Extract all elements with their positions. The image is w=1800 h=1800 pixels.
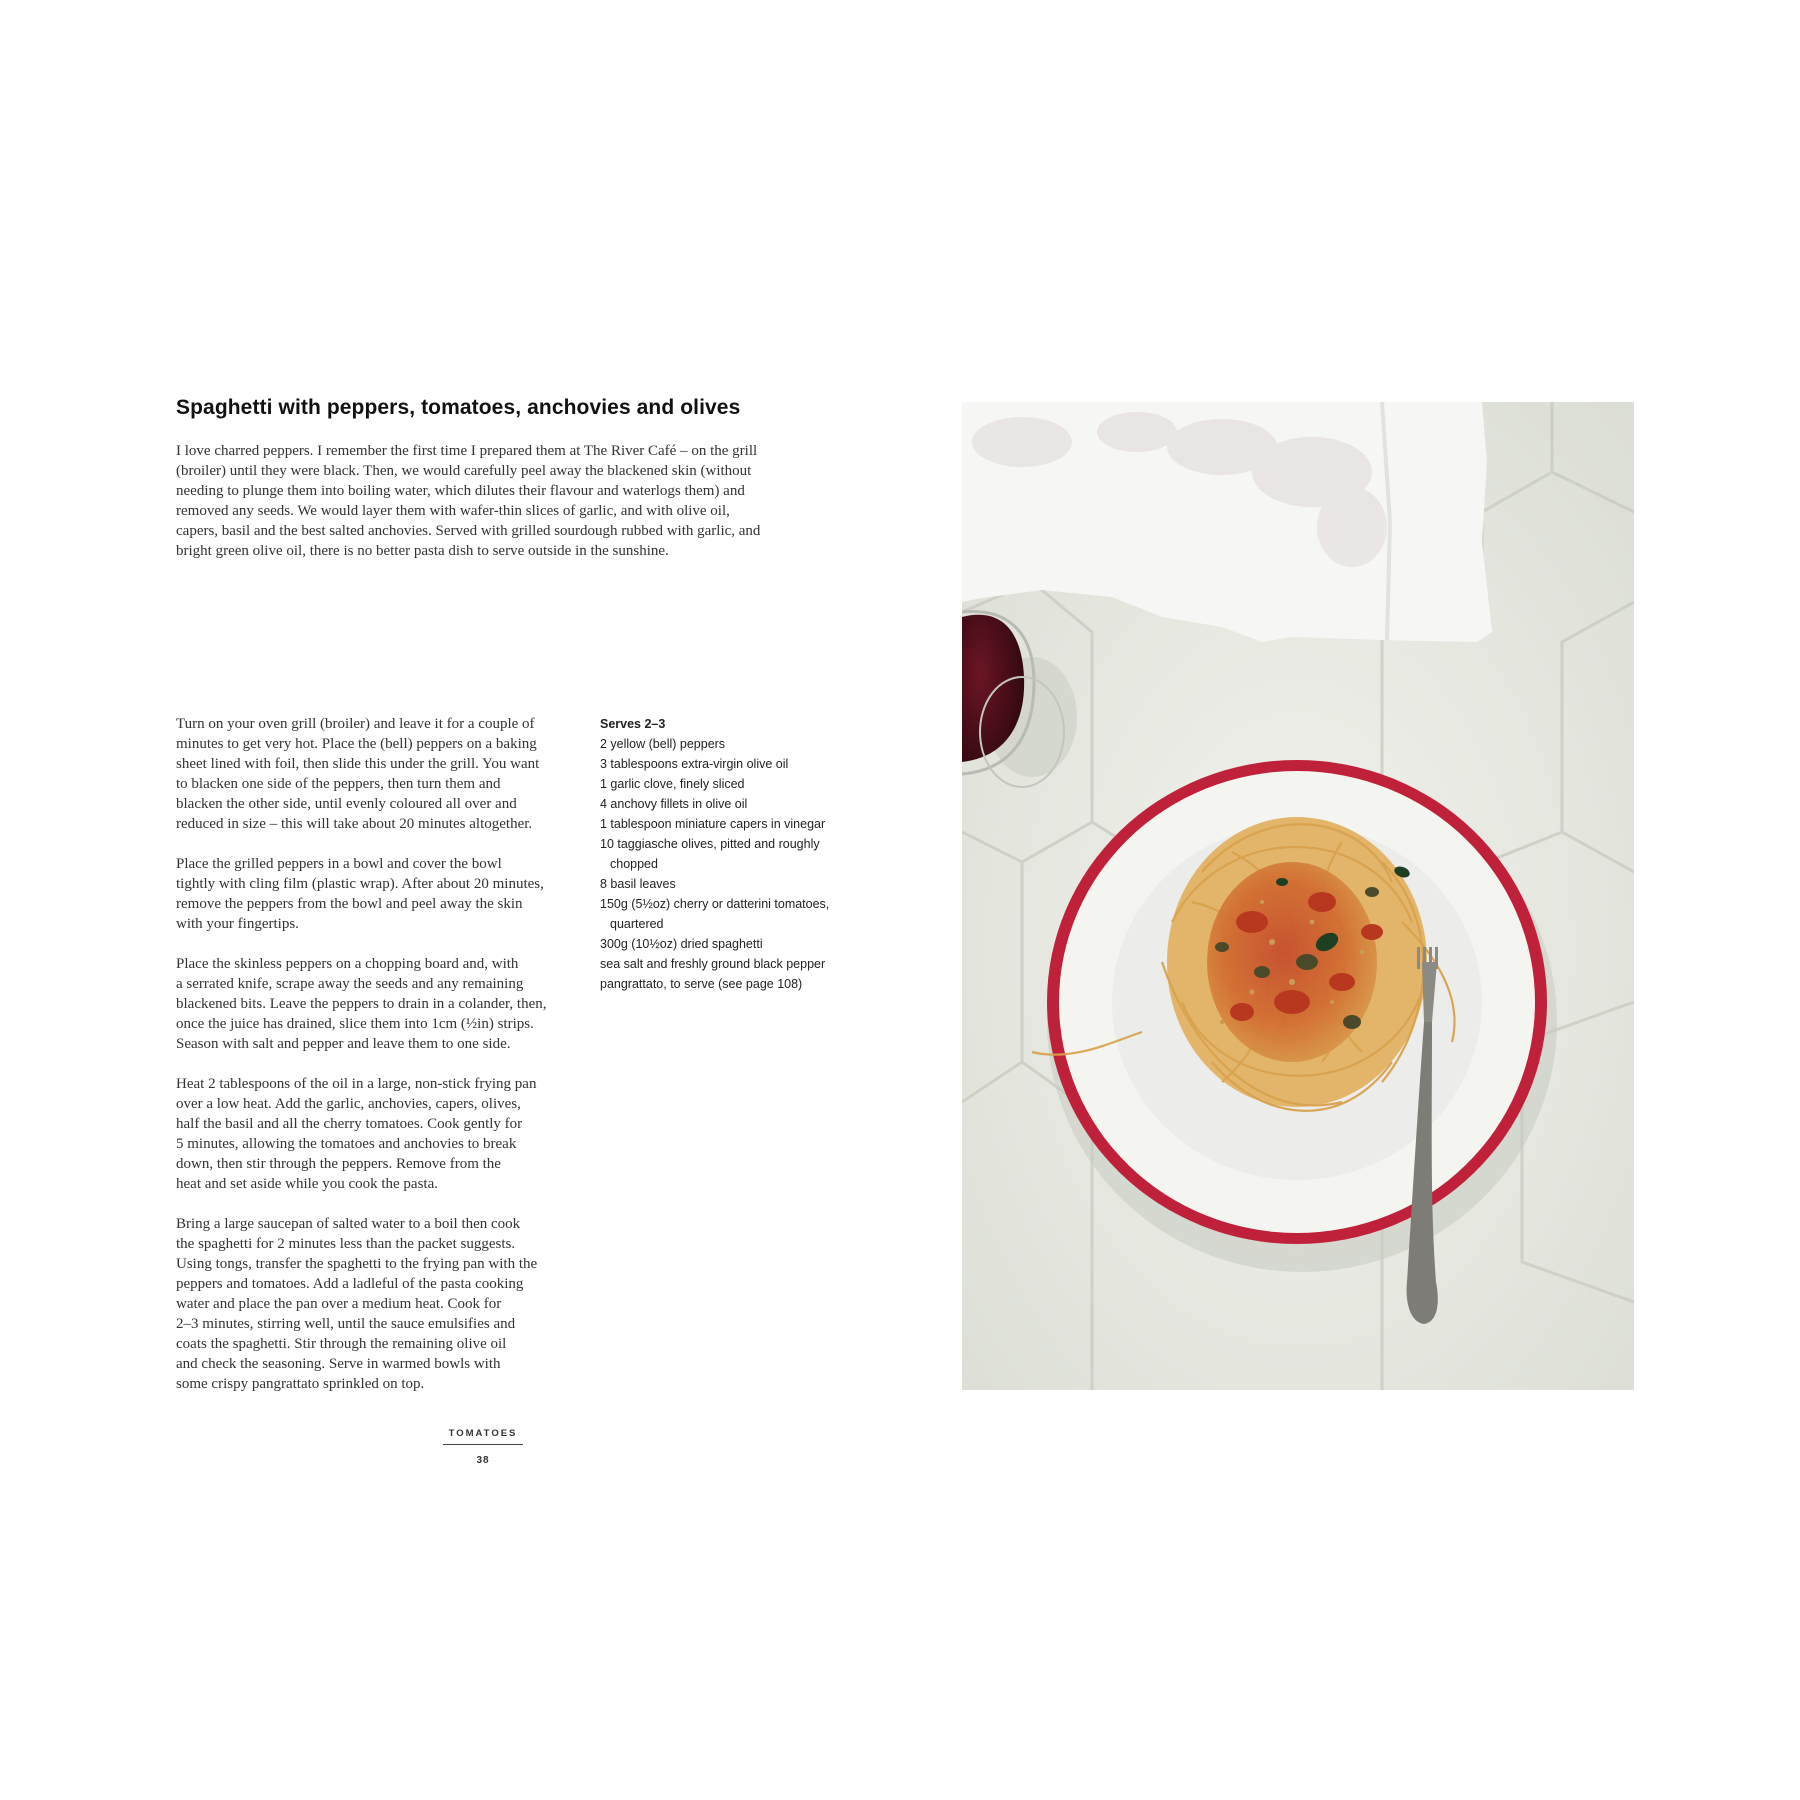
serves-label: Serves 2–3: [600, 717, 666, 731]
ingredient-item: pangrattato, to serve (see page 108): [600, 977, 803, 991]
ingredient-item: 4 anchovy fillets in olive oil: [600, 797, 748, 811]
ingredient-item: 1 tablespoon miniature capers in vinegar: [600, 817, 826, 831]
ingredient-item: 300g (10½oz) dried spaghetti: [600, 937, 763, 951]
ingredient-item: 3 tablespoons extra-virgin olive oil: [600, 757, 789, 771]
ingredient-list: [600, 734, 830, 994]
method-steps: [176, 714, 596, 1414]
spaghetti-photo-illustration: [962, 402, 1634, 1390]
ingredient-item: sea salt and freshly ground black pepper: [600, 957, 826, 971]
recipe-intro: I love charred peppers. I remember the first time I prepared them at The River Café – on the grill (broiler) until they were black. Then, we would carefully peel away the blackened skin (without needing to plunge them into boiling water, which dilutes their flavour and waterlogs them) and removed any seeds. We would layer them with wafer-thin slices of garlic, and with olive oil, capers, basil and the best salted anchovies. Served with grilled sourdough rubbed with garlic, and bright green olive oil, there is no better pasta dish to serve outside in the sunshine.: [176, 443, 761, 559]
spaghetti-photo: [962, 402, 1634, 1390]
section-name: TOMATOES: [443, 1428, 523, 1445]
tomato-sauce: [1207, 862, 1377, 1062]
ingredient-item: 8 basil leaves: [600, 877, 676, 891]
ingredients-panel: [600, 714, 830, 994]
ingredient-item: 10 taggiasche olives, pitted and roughly chopped: [600, 837, 820, 871]
recipe-title: Spaghetti with peppers, tomatoes, anchovies and olives: [176, 396, 741, 419]
page-footer: [443, 1428, 523, 1466]
method-step: Heat 2 tablespoons of the oil in a large, non-stick frying pan over a low heat. Add the garlic, anchovies, capers, olives, half the basil and all the cherry tomatoes. Cook gently for 5 minutes, allowing the tomatoes and anchovies to break down, then stir through the peppers. Remove from the heat and set aside while you cook the pasta.: [176, 1076, 537, 1192]
method-step: Bring a large saucepan of salted water to a boil then cook the spaghetti for 2 minutes less than the packet suggests. Using tongs, transfer the spaghetti to the frying pan with the peppers and tomatoes. Add a ladleful of the pasta cooking water and place the pan over a medium heat. Cook for 2–3 minutes, stirring well, until the sauce emulsifies and coats the spaghetti. Stir through the remaining olive oil and check the seasoning. Serve in warmed bowls with some crispy pangrattato sprinkled on top.: [176, 1216, 538, 1392]
ingredient-item: 150g (5½oz) cherry or datterini tomatoes, quartered: [600, 897, 830, 931]
method-step: Turn on your oven grill (broiler) and leave it for a couple of minutes to get very hot. Place the (bell) peppers on a baking sheet lined with foil, then slide this under the grill. You want to blacken one side of the peppers, then turn them and blacken the other side, until evenly coloured all over and reduced in size – this will take about 20 minutes altogether.: [176, 716, 540, 832]
method-step: Place the grilled peppers in a bowl and cover the bowl tightly with cling film (plastic wrap). After about 20 minutes, remove the peppers from the bowl and peel away the skin with your fingertips.: [176, 856, 544, 932]
ingredient-item: 1 garlic clove, finely sliced: [600, 777, 745, 791]
page-number: 38: [476, 1455, 490, 1466]
method-step: Place the skinless peppers on a chopping board and, with a serrated knife, scrape away the seeds and any remaining blackened bits. Leave the peppers to drain in a colander, then, once the juice has drained, slice them into 1cm (½in) strips. Season with salt and pepper and leave them to one side.: [176, 956, 547, 1052]
ingredient-item: 2 yellow (bell) peppers: [600, 737, 726, 751]
